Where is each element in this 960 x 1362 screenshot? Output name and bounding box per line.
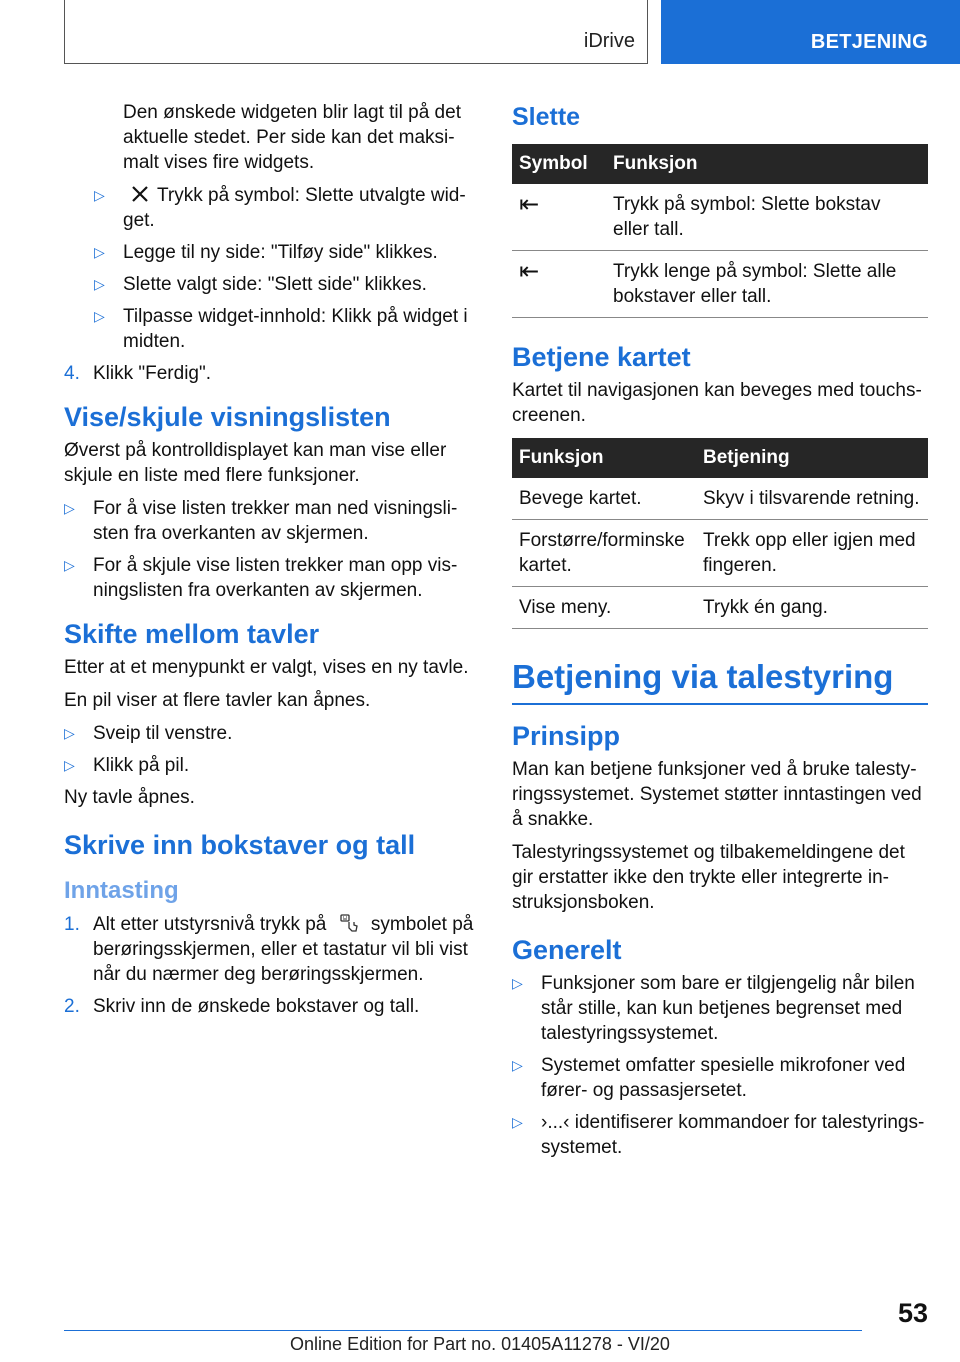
list-item-text: ›...‹ identifiserer kommandoer for talestyringssystemet.	[541, 1112, 925, 1158]
table-row	[512, 587, 928, 629]
table-row	[512, 251, 928, 318]
list-item-text: Sveip til venstre.	[93, 723, 233, 744]
table-cell: Trykk lenge på symbol: Slette alle bokstaver eller tall.	[606, 251, 928, 318]
list-item-text: Trykk på symbol: Slette utvalgte widget.	[123, 185, 466, 231]
bullet-triangle-icon: ▷	[64, 500, 75, 516]
bullet-triangle-icon: ▷	[94, 187, 105, 203]
list-item	[512, 1110, 928, 1160]
list-item	[64, 361, 476, 386]
keyboard-hand-icon	[338, 913, 360, 933]
left-column	[64, 100, 476, 1026]
backspace-icon: ⇤	[512, 251, 606, 318]
list-item	[64, 994, 476, 1019]
footer-edition-text	[0, 1334, 960, 1355]
skift-paragraph-1: Etter at et menypunkt er valgt, vises en ny tavle.	[64, 657, 469, 678]
section-heading-slette: Slette	[512, 103, 581, 131]
vis-bullet-list	[64, 496, 476, 603]
bullet-triangle-icon: ▷	[94, 308, 105, 324]
table-header-row	[512, 438, 928, 478]
table-cell: Vise meny.	[512, 587, 696, 629]
step-text: Klikk "Ferdig".	[93, 363, 212, 384]
table-cell: Trekk opp eller igjen med fingeren.	[696, 520, 928, 587]
subheading-inntasting: Inntasting	[64, 877, 179, 904]
header-section-tab	[661, 0, 960, 64]
step-text-before: Alt etter utstyrsnivå trykk på	[93, 914, 327, 935]
list-item	[64, 240, 476, 265]
table-row	[512, 520, 928, 587]
table-header-cell: Funksjon	[512, 438, 696, 478]
list-item-text: Tilpasse widget-innhold: Klikk på widget i midten.	[123, 306, 468, 352]
header-section-title: BETJENING	[810, 31, 928, 53]
list-item	[64, 183, 476, 233]
bullet-triangle-icon: ▷	[512, 1057, 523, 1073]
section-heading-vis: Vise/skjule visningslisten	[64, 402, 391, 432]
list-item	[512, 1053, 928, 1103]
table-cell: Trykk på symbol: Slette bokstav eller tall.	[606, 184, 928, 251]
table-header-cell: Symbol	[512, 144, 606, 184]
list-item-text: For å skjule vise listen trekker man opp visningslisten fra overkanten av skjermen.	[93, 555, 458, 601]
kart-table	[512, 438, 928, 629]
section-heading-generelt: Generelt	[512, 935, 622, 965]
table-header-row	[512, 144, 928, 184]
prinsipp-paragraph-1: Man kan betjene funksjoner ved å bruke talestyringssystemet. Systemet støtter inntastingen ved å snakke.	[512, 759, 922, 830]
section-heading-skriv: Skrive inn bokstaver og tall	[64, 830, 416, 860]
bullet-triangle-icon: ▷	[64, 757, 75, 773]
footer-divider	[64, 1330, 862, 1331]
page-number: 53	[897, 1298, 928, 1328]
step-text-after: symbolet på berøringsskjermen, eller et tastatur vil bli vist når du nærmer deg berøringsskjermen.	[93, 914, 474, 985]
right-column	[512, 100, 928, 1167]
table-cell: Forstørre/forminske kartet.	[512, 520, 696, 587]
list-item-text: Klikk på pil.	[93, 755, 190, 776]
list-item	[64, 304, 476, 354]
table-row	[512, 478, 928, 520]
list-item	[64, 553, 476, 603]
list-item-text: For å vise listen trekker man ned visningslisten fra overkanten av skjermen.	[93, 498, 458, 544]
list-item	[512, 971, 928, 1046]
table-cell: Skyv i tilsvarende retning.	[696, 478, 928, 520]
inntasting-steps	[64, 912, 476, 1019]
kart-paragraph: Kartet til navigasjonen kan beveges med touchscreenen.	[512, 380, 922, 426]
intro-paragraph: Den ønskede widgeten blir lagt til på det aktuelle stedet. Per side kan det maksimalt vises fire widgets.	[123, 102, 461, 173]
table-cell: Bevege kartet.	[512, 478, 696, 520]
list-item-text: Legge til ny side: "Tilføy side" klikkes.	[123, 242, 438, 263]
widget-bullet-list	[64, 183, 476, 354]
backspace-icon: ⇤	[512, 184, 606, 251]
table-header-cell: Funksjon	[606, 144, 928, 184]
step-number: 2.	[64, 996, 80, 1017]
generelt-bullet-list	[512, 971, 928, 1160]
slette-table	[512, 144, 928, 318]
table-cell: Trykk én gang.	[696, 587, 928, 629]
edition-text: Online Edition for Part no. 01405A11278 - VI/20	[290, 1334, 670, 1354]
bullet-triangle-icon: ▷	[64, 725, 75, 741]
close-x-icon	[129, 184, 151, 204]
bullet-triangle-icon: ▷	[94, 244, 105, 260]
list-item	[64, 912, 476, 987]
section-heading-kart: Betjene kartet	[512, 342, 691, 372]
skift-paragraph-3: Ny tavle åpnes.	[64, 787, 195, 808]
bullet-triangle-icon: ▷	[64, 557, 75, 573]
header-chapter-box	[64, 0, 648, 64]
list-item	[64, 721, 476, 746]
list-item	[64, 753, 476, 778]
list-item-text: Systemet omfatter spesielle mikrofoner ved fører- og passasjersetet.	[541, 1055, 906, 1101]
bullet-triangle-icon: ▷	[512, 1114, 523, 1130]
step-text: Skriv inn de ønskede bokstaver og tall.	[93, 996, 420, 1017]
bullet-triangle-icon: ▷	[512, 975, 523, 991]
list-item-text: Slette valgt side: "Slett side" klikkes.	[123, 274, 427, 295]
list-item	[64, 496, 476, 546]
vis-paragraph: Øverst på kontrolldisplayet kan man vise eller skjule en liste med flere funksjoner.	[64, 440, 447, 486]
header-chapter-title: iDrive	[583, 30, 635, 52]
step-number: 4.	[64, 363, 80, 384]
bullet-triangle-icon: ▷	[94, 276, 105, 292]
step-4-list	[64, 361, 476, 386]
section-heading-skift: Skifte mellom tavler	[64, 619, 320, 649]
step-number: 1.	[64, 914, 80, 935]
chapter-heading-tale: Betjening via talestyring	[512, 655, 928, 705]
skift-bullet-list	[64, 721, 476, 778]
skift-paragraph-2: En pil viser at flere tavler kan åpnes.	[64, 690, 371, 711]
list-item-text: Funksjoner som bare er tilgjengelig når bilen står stille, kan kun betjenes begrenset med talestyringssystemet.	[541, 973, 915, 1044]
table-row	[512, 184, 928, 251]
prinsipp-paragraph-2: Talestyringssystemet og tilbakemeldingene det gir erstatter ikke den trykte eller integrerte instruksjonsboken.	[512, 842, 905, 913]
section-heading-prinsipp: Prinsipp	[512, 721, 621, 751]
list-item	[64, 272, 476, 297]
table-header-cell: Betjening	[696, 438, 928, 478]
